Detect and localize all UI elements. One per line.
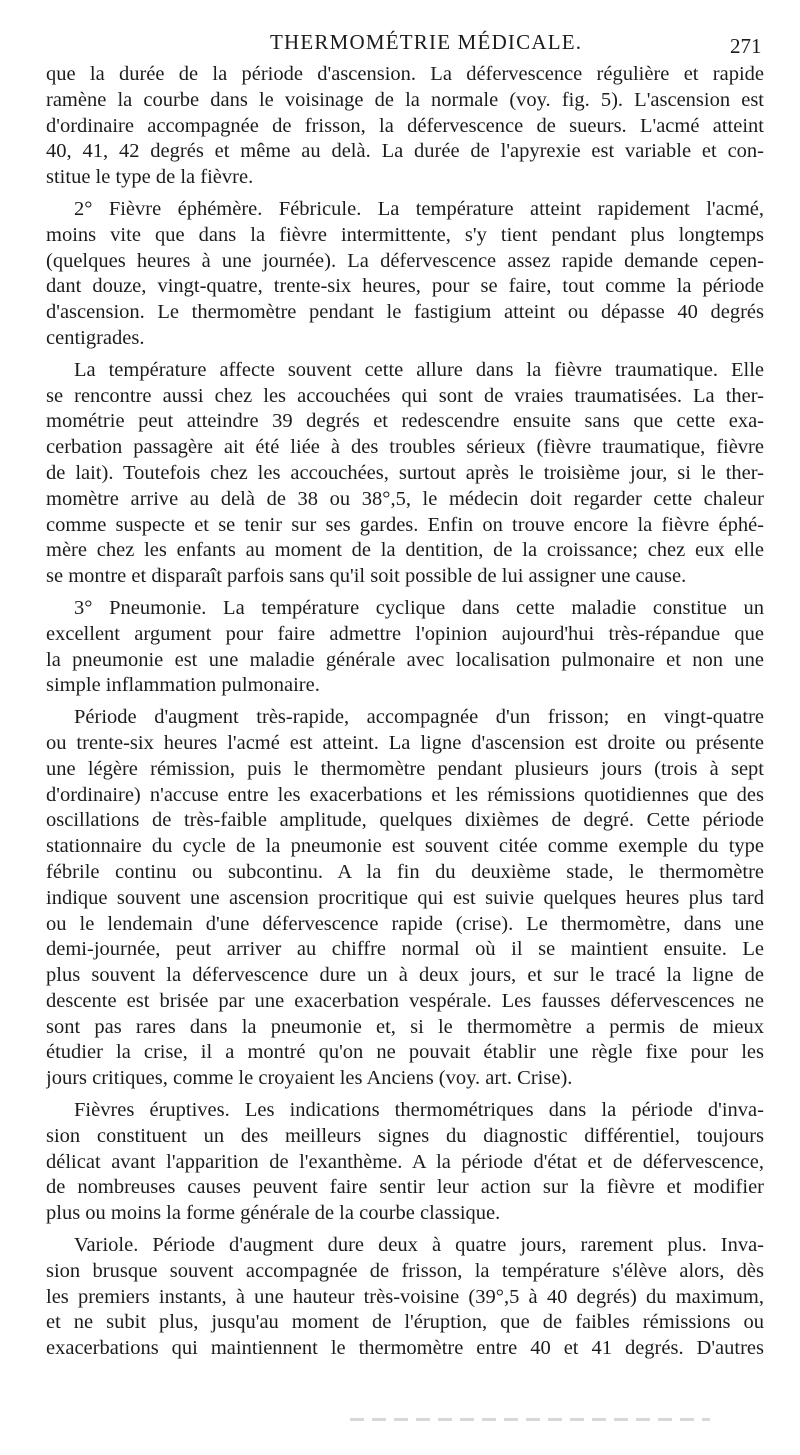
text-line: indique souvent une ascension procritique qui est suivie quelques heures plus tard [46, 886, 764, 909]
text-line: comme suspecte et se tenir sur ses gardes. Enfin on trouve encore la fièvre éphé- [46, 513, 764, 536]
text-line: momètre arrive au delà de 38 ou 38°,5, le médecin doit regarder cette chaleur [46, 487, 764, 510]
text-line: ou le lendemain d'une défervescence rapide (crise). Le thermomètre, dans une [46, 912, 764, 935]
text-line: jours critiques, comme le croyaient les Anciens (voy. art. Crise). [46, 1067, 573, 1090]
text-line: cerbation passagère ait été liée à des troubles sérieux (fièvre traumatique, fièvre [46, 436, 764, 459]
text-line: 3° Pneumonie. La température cyclique dans cette maladie constitue un [74, 596, 764, 619]
text-line: la pneumonie est une maladie générale avec localisation pulmonaire et non une [46, 648, 764, 671]
text-line: ramène la courbe dans le voisinage de la normale (voy. fig. 5). L'ascension est [46, 88, 764, 111]
text-line: Fièvres éruptives. Les indications thermométriques dans la période d'inva- [74, 1099, 764, 1122]
text-line: stationnaire du cycle de la pneumonie est souvent citée comme exemple du type [46, 835, 764, 858]
paragraph [46, 197, 764, 352]
text-line: excellent argument pour faire admettre l'opinion aujourd'hui très-répandue que [46, 622, 764, 645]
paragraph [46, 358, 764, 590]
text-line: 40, 41, 42 degrés et même au delà. La durée de l'apyrexie est variable et con- [46, 140, 764, 163]
text-line: mère chez les enfants au moment de la dentition, de la croissance; chez eux elle [46, 539, 764, 562]
text-line: ou trente-six heures l'acmé est atteint. La ligne d'ascension est droite ou présente [46, 731, 764, 754]
text-line: d'ordinaire) n'accuse entre les exacerbations et les rémissions quotidiennes que des [46, 783, 764, 806]
body-text [46, 62, 764, 1368]
text-line: les premiers instants, à une hauteur très-voisine (39°,5 à 40 degrés) du maximum, [46, 1285, 764, 1308]
text-line: une légère rémission, puis le thermomètre pendant plusieurs jours (trois à sept [46, 757, 764, 780]
bleed-through-mark [350, 1418, 710, 1421]
text-line: sion brusque souvent accompagnée de frisson, la température s'élève alors, dès [46, 1259, 764, 1282]
paragraph [46, 705, 764, 1092]
text-line: plus ou moins la forme générale de la courbe classique. [46, 1202, 501, 1225]
page-header [0, 26, 800, 56]
text-line: descente est brisée par une exacerbation vespérale. Les fausses défervescences ne [46, 989, 764, 1012]
text-line: oscillations de très-faible amplitude, quelques dixièmes de degré. Cette période [46, 809, 764, 832]
paragraph [46, 1098, 764, 1227]
text-line: dant douze, vingt-quatre, trente-six heures, pour se faire, tout comme la période [46, 275, 764, 298]
text-line: se rencontre aussi chez les accouchées qui sont de vraies traumatisées. La ther- [46, 384, 764, 407]
text-line: Période d'augment très-rapide, accompagnée d'un frisson; en vingt-quatre [74, 706, 764, 729]
text-line: plus souvent la défervescence dure un à deux jours, et sur le tracé la ligne de [46, 964, 764, 987]
page-number: 271 [730, 34, 762, 58]
text-line: et ne subit plus, jusqu'au moment de l'éruption, que de faibles rémissions ou [46, 1311, 764, 1334]
text-line: centigrades. [46, 326, 145, 349]
text-line: de nombreuses causes peuvent faire sentir leur action sur la fièvre et modifier [46, 1176, 764, 1199]
text-line: sont pas rares dans la pneumonie et, si le thermomètre a permis de mieux [46, 1015, 764, 1038]
text-line: d'ordinaire accompagnée de frisson, la défervescence de sueurs. L'acmé atteint [46, 114, 764, 137]
text-line: simple inflammation pulmonaire. [46, 674, 320, 697]
paragraph [46, 62, 764, 191]
text-line: que la durée de la période d'ascension. La défervescence régulière et rapide [46, 63, 764, 85]
text-line: étudier la crise, il a montré qu'on ne pouvait établir une règle fixe pour les [46, 1041, 764, 1064]
paragraph [46, 596, 764, 699]
text-line: délicat avant l'apparition de l'exanthème. A la période d'état et de défervescence, [46, 1150, 764, 1173]
text-line: moins vite que dans la fièvre intermittente, s'y tient pendant plus longtemps [46, 223, 764, 246]
text-line: demi-journée, peut arriver au chiffre normal où il se maintient ensuite. Le [46, 938, 764, 961]
text-line: (quelques heures à une journée). La défervescence assez rapide demande cepen- [46, 249, 764, 272]
text-line: Variole. Période d'augment dure deux à quatre jours, rarement plus. Inva- [74, 1234, 764, 1257]
text-line: mométrie peut atteindre 39 degrés et redescendre ensuite sans que cette exa- [46, 410, 764, 433]
text-line: stitue le type de la fièvre. [46, 166, 254, 189]
text-line: d'ascension. Le thermomètre pendant le fastigium atteint ou dépasse 40 degrés [46, 301, 764, 324]
text-line: 2° Fièvre éphémère. Fébricule. La température atteint rapidement l'acmé, [74, 197, 764, 220]
text-line: se montre et disparaît parfois sans qu'il soit possible de lui assigner une cause. [46, 565, 687, 588]
paragraph [46, 1233, 764, 1362]
text-line: sion constituent un des meilleurs signes du diagnostic différentiel, toujours [46, 1124, 764, 1147]
text-line: de lait). Toutefois chez les accouchées, surtout après le troisième jour, si le ther- [46, 461, 764, 484]
text-line: fébrile continu ou subcontinu. A la fin du deuxième stade, le thermomètre [46, 860, 764, 883]
running-title: THERMOMÉTRIE MÉDICALE. [270, 30, 583, 54]
text-line: exacerbations qui maintiennent le thermomètre entre 40 et 41 degrés. D'autres [46, 1337, 764, 1360]
text-line: La température affecte souvent cette allure dans la fièvre traumatique. Elle [74, 358, 764, 381]
